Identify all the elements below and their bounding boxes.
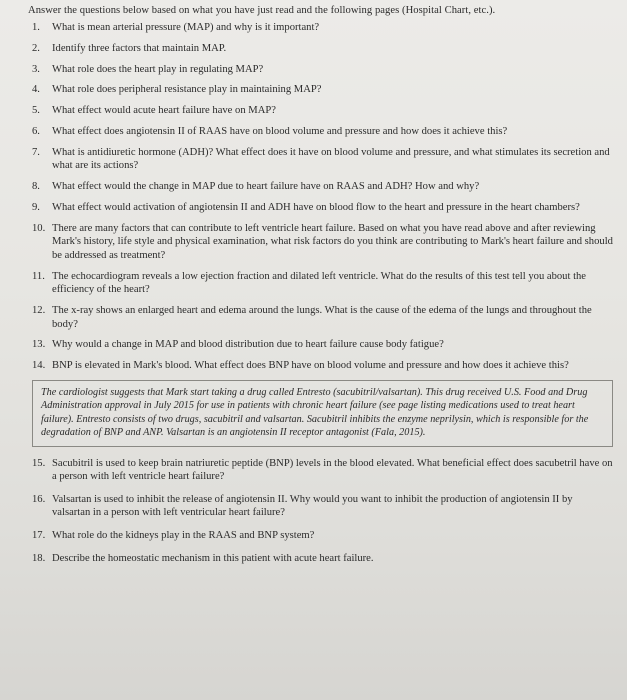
question-item [32, 270, 617, 297]
question-text: What is antidiuretic hormone (ADH)? What effect does it have on blood volume and pressure, and what stimulates its secretion and what are its actions? [52, 146, 610, 172]
question-item [32, 222, 617, 263]
question-number: 14. [32, 360, 46, 372]
question-item [32, 125, 617, 139]
question-item [32, 304, 617, 331]
question-text: What effect would acute heart failure have on MAP? [52, 105, 276, 117]
question-number: 5. [32, 105, 40, 117]
question-item [32, 21, 617, 35]
question-number: 2. [32, 42, 40, 54]
question-item [32, 42, 617, 56]
question-number: 8. [32, 181, 40, 193]
question-item [32, 359, 617, 373]
question-number: 13. [32, 339, 46, 351]
question-number: 12. [32, 304, 46, 316]
question-text: What role does the heart play in regulating MAP? [52, 63, 264, 75]
question-item [32, 104, 617, 118]
question-number: 16. [32, 493, 46, 505]
question-text: What role does peripheral resistance play in maintaining MAP? [52, 84, 322, 96]
question-item [32, 552, 617, 566]
question-number: 1. [32, 22, 40, 33]
question-item [32, 146, 617, 173]
question-text: Valsartan is used to inhibit the release of angiotensin II. Why would you want to inhibit the production of angiotensin II by valsartan in a person with left ventricular heart failure? [52, 493, 573, 519]
question-item [32, 493, 617, 520]
question-item [32, 457, 617, 484]
question-text: What effect does angiotensin II of RAAS have on blood volume and pressure and how does it achieve this? [52, 125, 508, 137]
question-text: What effect would activation of angiotensin II and ADH have on blood flow to the heart and pressure in the heart chambers? [52, 201, 580, 213]
question-number: 11. [32, 270, 45, 282]
question-list-part-2 [28, 457, 617, 566]
question-number: 7. [32, 146, 40, 158]
question-number: 4. [32, 84, 40, 96]
question-number: 6. [32, 125, 40, 137]
question-text: What role do the kidneys play in the RAAS and BNP system? [52, 529, 315, 541]
question-text: What is mean arterial pressure (MAP) and why is it important? [52, 22, 320, 33]
question-item [32, 83, 617, 97]
question-text: The x-ray shows an enlarged heart and edema around the lungs. What is the cause of the edema of the lungs and throughout the body? [52, 304, 592, 330]
question-text: Why would a change in MAP and blood distribution due to heart failure cause body fatigue? [52, 339, 444, 351]
question-item [32, 201, 617, 215]
question-number: 9. [32, 201, 40, 213]
question-list-part-1 [28, 21, 617, 373]
question-item [32, 338, 617, 352]
question-number: 3. [32, 63, 40, 75]
question-text: BNP is elevated in Mark's blood. What effect does BNP have on blood volume and pressure and how does it achieve this? [52, 360, 569, 372]
question-text: What effect would the change in MAP due to heart failure have on RAAS and ADH? How and why? [52, 181, 480, 193]
question-text: Identify three factors that maintain MAP. [52, 42, 227, 54]
question-text: Describe the homeostatic mechanism in this patient with acute heart failure. [52, 552, 374, 564]
question-number: 15. [32, 457, 46, 469]
question-number: 17. [32, 529, 46, 541]
question-item [32, 529, 617, 543]
question-number: 10. [32, 222, 46, 234]
instructions: Answer the questions below based on what you have just read and the following pages (Hospital Chart, etc.). [28, 5, 496, 16]
entresto-info-box: The cardiologist suggests that Mark start taking a drug called Entresto (sacubitril/valsartan). This drug received U.S. Food and Drug Administration approval in July 2015 for use in patients with chronic heart failure (see page listing medications used to treat heart failure). Entresto consists of two drugs, sacubitril and valsartan. Sacubitril inhibits the enzyme neprilysin, which is responsible for the degradation of BNP and ANP. Valsartan is an angiotensin II receptor antagonist (Fala, 2015). [32, 380, 613, 447]
question-text: Sacubitril is used to keep brain natriuretic peptide (BNP) levels in the blood elevated. What beneficial effect does sacubetril have on a person with left ventricle heart failure? [52, 457, 613, 483]
question-text: There are many factors that can contribute to left ventricle heart failure. Based on what you have read above and after reviewing Mark's history, life style and physical examination, what risk factors do you think are contributing to Mark's heart failure and should be addressed as treatment? [52, 222, 613, 261]
question-item [32, 180, 617, 194]
question-text: The echocardiogram reveals a low ejection fraction and dilated left ventricle. What do the results of this test tell you about the efficiency of the heart? [52, 270, 587, 296]
question-item [32, 63, 617, 77]
question-number: 18. [32, 552, 46, 564]
